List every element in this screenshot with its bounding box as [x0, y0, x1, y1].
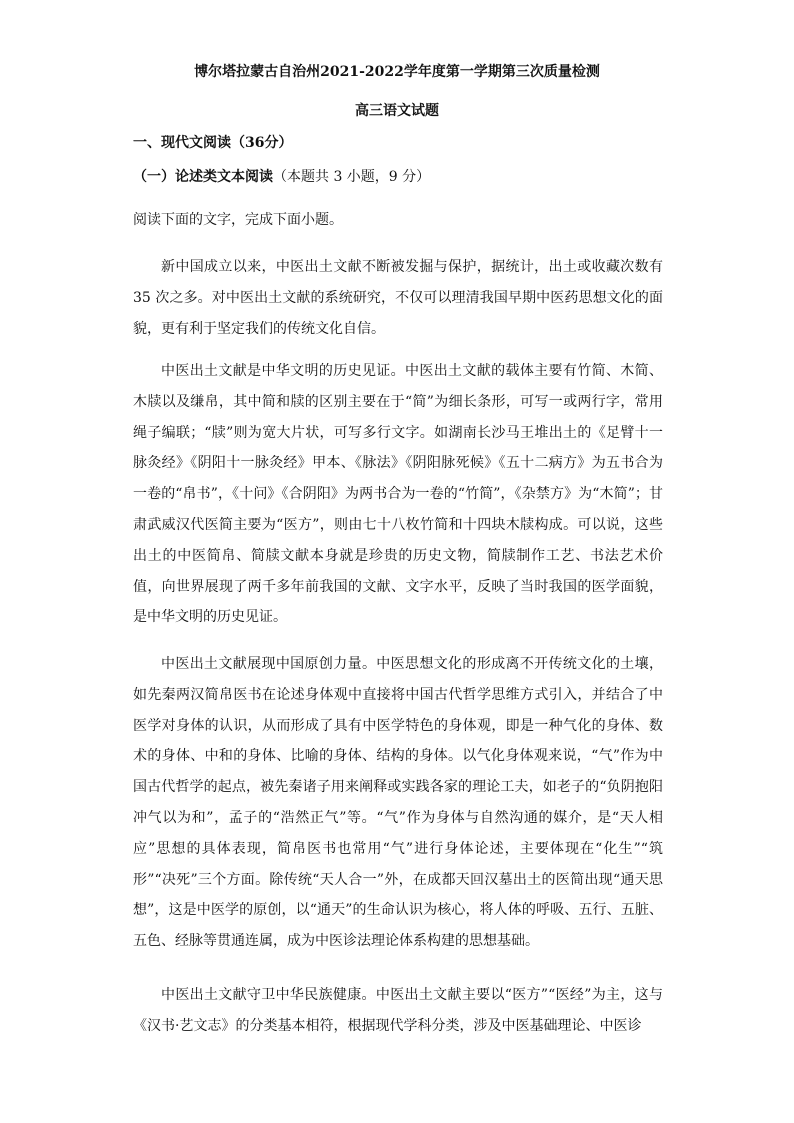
passage-paragraph-2: 中医出土文献是中华文明的历史见证。中医出土文献的载体主要有竹简、木简、木牍以及缣帛，其中简和牍的区别主要在于“简”为细长条形，可写一或两行字，常用绳子编联；“牍”则为宽大片状，可写多行文字。如湖南长沙马王堆出土的《足臂十一脉灸经》《阴阳十一脉灸经》甲本、《脉法》《阴阳脉死候》《五十二病方》为五书合为一卷的“帛书”，《十问》《合阴阳》为两书合为一卷的“竹简”，《杂禁方》为“木简”；甘肃武威汉代医简主要为“医方”，则由七十八枚竹简和十四块木牍构成。可以说，这些出土的中医简帛、简牍文献本身就是珍贵的历史文物，简牍制作工艺、书法艺术价值，向世界展现了两千多年前我国的文献、文字水平，反映了当时我国的医学面貌，是中华文明的历史见证。	[133, 363, 663, 626]
section-heading: 一、现代文阅读（36分）	[133, 135, 293, 151]
subsection-heading	[133, 167, 430, 187]
exam-title: 博尔塔拉蒙古自治州2021-2022学年度第一学期第三次质量检测	[194, 64, 600, 80]
passage-paragraph-1: 新中国成立以来，中医出土文献不断被发掘与保护，据统计，出土或收藏次数有 35 次之多。对中医出土文献的系统研究，不仅可以理清我国早期中医药思想文化的面貌，更有利于坚定我们的传统文化自信。	[133, 259, 663, 337]
subsection-note: （本题共 3 小题，9 分）	[273, 169, 431, 185]
reading-instruction: 阅读下面的文字，完成下面小题。	[133, 212, 343, 228]
passage-paragraph-4: 中医出土文献守卫中华民族健康。中医出土文献主要以“医方”“医经”为主，这与《汉书·艺文志》的分类基本相符，根据现代学科分类，涉及中医基础理论、中医诊	[133, 987, 663, 1034]
subsection-title: （一）论述类文本阅读	[133, 169, 273, 185]
exam-subtitle: 高三语文试题	[355, 103, 439, 119]
passage-paragraph-3: 中医出土文献展现中国原创力量。中医思想文化的形成离不开传统文化的土壤，如先秦两汉简帛医书在论述身体观中直接将中国古代哲学思维方式引入，并结合了中医学对身体的认识，从而形成了具有中医学特色的身体观，即是一种气化的身体、数术的身体、中和的身体、比喻的身体、结构的身体。以气化身体观来说，“气”作为中国古代哲学的起点，被先秦诸子用来阐释或实践各家的理论工夫，如老子的“负阴抱阳冲气以为和”，孟子的“浩然正气”等。“气”作为身体与自然沟通的媒介，是“天人相应”思想的具体表现，简帛医书也常用“气”进行身体论述，主要体现在“化生”“筑形”“决死”三个方面。除传统“天人合一”外，在成都天回汉墓出土的医简出现“通天思想”，这是中医学的原创，以“通天”的生命认识为核心，将人体的呼吸、五行、五脏、五色、经脉等贯通连属，成为中医诊法理论体系构建的思想基础。	[133, 656, 663, 950]
